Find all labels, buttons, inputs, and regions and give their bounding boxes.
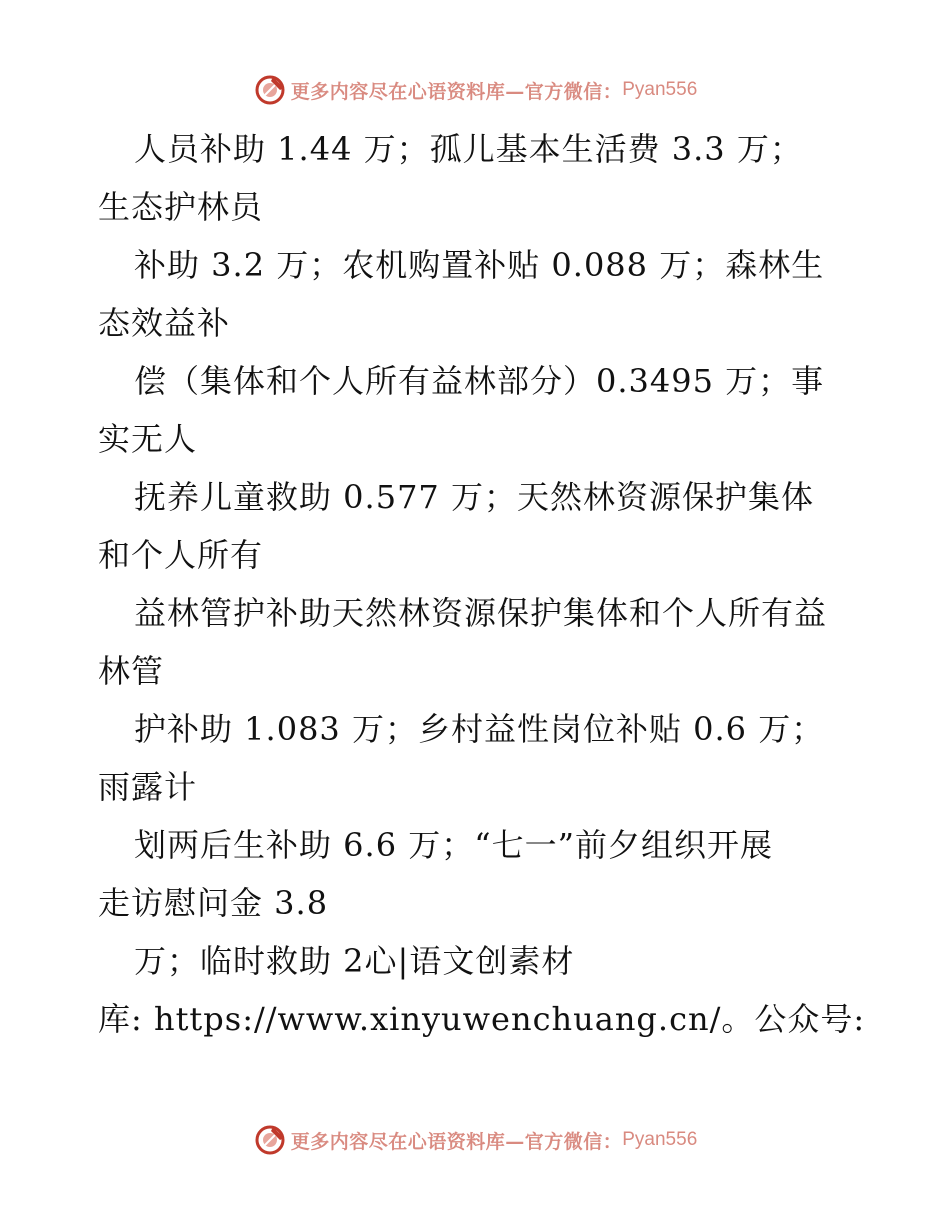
body-line: 生态护林员 (98, 188, 264, 226)
body-line: 走访慰问金 3.8 (98, 884, 329, 922)
header-banner (0, 70, 950, 110)
body-line: 偿（集体和个人所有益林部分）0.3495 万；事 (134, 362, 825, 400)
body-line: 护补助 1.083 万；乡村益性岗位补贴 0.6 万； (134, 710, 825, 748)
body-line: 库: https://www.xinyuwenchuang.cn/。公众号: (98, 1000, 866, 1038)
body-line: 补助 3.2 万；农机购置补贴 0.088 万；森林生 (134, 246, 825, 284)
body-line: 人员补助 1.44 万；孤儿基本生活费 3.3 万； (134, 130, 803, 168)
body-line: 林管 (98, 652, 165, 690)
body-line: 实无人 (98, 420, 198, 458)
footer-banner-text: 更多内容尽在心语资料库—官方微信： (290, 1130, 623, 1153)
document-body (98, 120, 866, 1048)
body-line: 雨露计 (98, 768, 198, 806)
footer-wechat-id: Pyan556 (622, 1129, 698, 1150)
body-line: 和个人所有 (98, 536, 264, 574)
header-banner-text: 更多内容尽在心语资料库—官方微信： (290, 80, 623, 103)
logo-icon (253, 1123, 287, 1157)
body-line: 划两后生补助 6.6 万；“七一”前夕组织开展 (134, 826, 773, 864)
body-line: 抚养儿童救助 0.577 万；天然林资源保护集体 (134, 478, 814, 516)
logo-icon (253, 73, 287, 107)
body-line: 态效益补 (98, 304, 231, 342)
body-line: 万；临时救助 2心|语文创素材 (134, 942, 575, 980)
header-wechat-id: Pyan556 (622, 79, 698, 100)
footer-banner (0, 1120, 950, 1160)
body-line: 益林管护补助天然林资源保护集体和个人所有益 (134, 594, 828, 632)
